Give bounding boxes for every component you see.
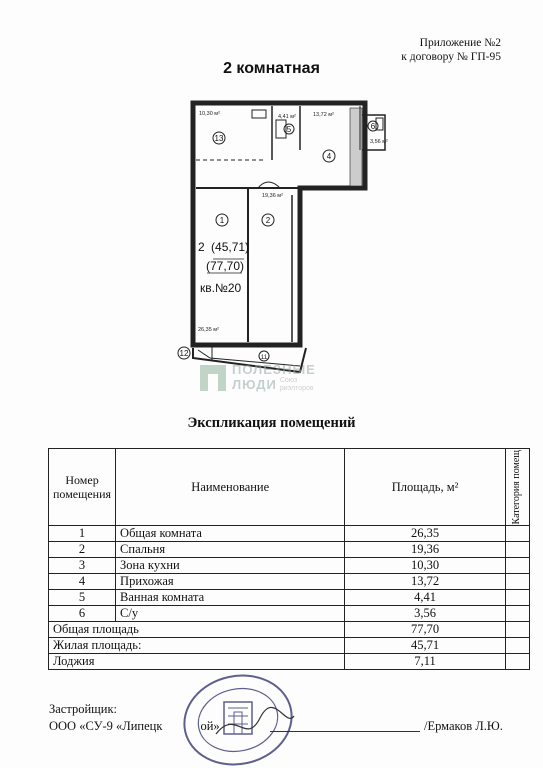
area-label-living: 26,35 м²	[198, 327, 219, 333]
area-label-kitchen: 10,30 м²	[199, 111, 220, 117]
floor-plan	[0, 90, 543, 375]
header-area: Площадь, м²	[345, 449, 505, 526]
total-row-living: Жилая площадь: 45,71	[49, 638, 530, 654]
watermark-line-2: ЛЮДИ	[232, 377, 277, 392]
total-row-general: Общая площадь 77,70	[49, 622, 530, 638]
watermark-sub-1: Союз	[279, 377, 298, 384]
house-icon	[200, 365, 226, 391]
watermark-line-1: ПОЛЕЗНЫЕ	[232, 362, 316, 377]
apartment-total-area: (77,70)	[206, 259, 245, 273]
room-label-5: 5	[286, 125, 292, 134]
signer-name: /Ермаков Л.Ю.	[424, 719, 503, 733]
table-row: 1 Общая комната 26,35	[49, 526, 530, 542]
room-label-1: 1	[219, 216, 225, 225]
header-name: Наименование	[116, 449, 345, 526]
area-label-bath: 4,41 м²	[278, 114, 296, 120]
table-row: 5 Ванная комната 4,41	[49, 590, 530, 606]
builder-company: ООО «СУ-9 «Липецк ой»	[49, 719, 220, 733]
room-label-6: 6	[370, 122, 376, 131]
area-label-wc: 3,56 м²	[370, 139, 388, 145]
explication-title: Экспликация помещений	[187, 415, 356, 431]
header-category: Категория помещ	[505, 449, 529, 526]
area-label-bed: 19,36 м²	[262, 193, 283, 199]
table-row: 4 Прихожая 13,72	[49, 574, 530, 590]
explication-table	[48, 448, 530, 670]
svg-text:2 (45,71)	[198, 240, 249, 254]
apartment-living-area: (45,71)	[211, 240, 250, 254]
watermark-logo	[200, 363, 316, 393]
total-row-loggia: Лоджия 7,11	[49, 654, 530, 670]
room-label-11: 11	[260, 355, 268, 361]
signature-line	[270, 731, 420, 732]
room-label-2: 2	[265, 216, 271, 225]
area-label-hall: 13,72 м²	[313, 112, 334, 118]
header-room-number: Номер помещения	[49, 449, 116, 526]
room-label-12: 12	[179, 349, 189, 358]
plan-title: 2 комнатная	[223, 60, 320, 77]
room-label-13: 13	[214, 134, 224, 143]
appendix-line-1: Приложение №2	[419, 37, 501, 49]
table-row: 6 С/у 3,56	[49, 606, 530, 622]
room-label-4: 4	[326, 152, 332, 161]
company-stamp	[176, 668, 296, 768]
appendix-line-2: к договору № ГП-95	[401, 51, 501, 63]
sink-fixture	[252, 110, 266, 118]
table-row: 2 Спальня 19,36	[49, 542, 530, 558]
builder-label: Застройщик:	[49, 702, 118, 716]
apartment-number: кв.№20	[200, 281, 242, 295]
apartment-code: 2	[198, 240, 205, 254]
table-header-row	[49, 449, 530, 526]
watermark-sub-2: риэлторов	[279, 385, 314, 392]
table-row: 3 Зона кухни 10,30	[49, 558, 530, 574]
